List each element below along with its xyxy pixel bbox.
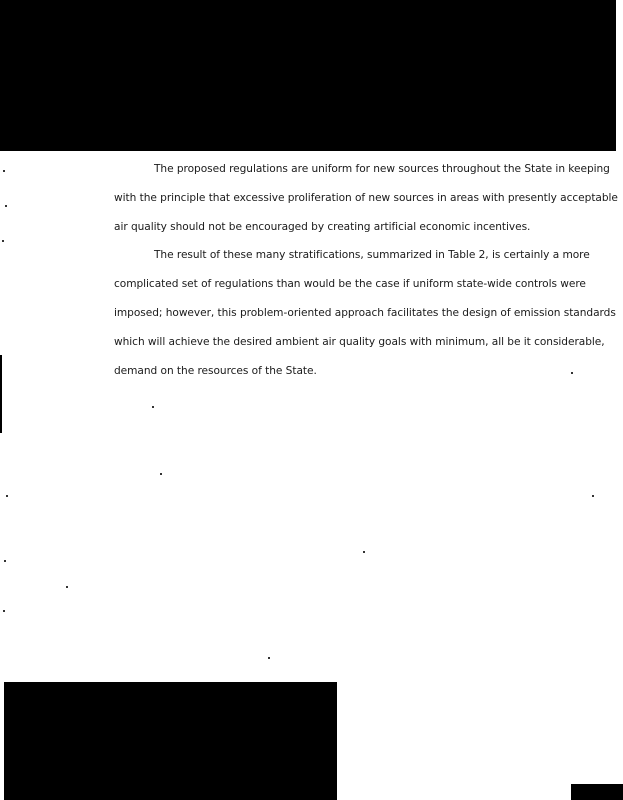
scan-speck (363, 551, 365, 553)
paragraph-line: The proposed regulations are uniform for new sources throughout the State in keeping (154, 163, 610, 175)
scan-speck (3, 170, 5, 172)
scan-speck (6, 495, 8, 497)
scan-speck (5, 205, 7, 207)
paragraph-line: which will achieve the desired ambient air quality goals with minimum, all be it considerable, (114, 335, 605, 348)
scan-speck (2, 240, 4, 242)
scan-speck (3, 610, 5, 612)
redaction-block-bottom (4, 682, 337, 800)
paragraph-2 (74, 241, 616, 385)
redaction-block-corner (571, 784, 623, 800)
scan-speck (152, 406, 154, 408)
paragraph-line: The result of these many stratifications, summarized in Table 2, is certainly a more (154, 249, 590, 262)
scan-speck (592, 495, 594, 497)
scan-speck (268, 657, 270, 659)
scan-speck (66, 586, 68, 588)
paragraph-line: complicated set of regulations than would be the case if uniform state-wide controls were (114, 278, 586, 291)
document-body (74, 155, 618, 385)
redaction-block-top (0, 0, 616, 151)
scan-speck (4, 560, 6, 562)
scan-speck (571, 372, 573, 374)
paragraph-1 (74, 155, 618, 241)
paragraph-line: with the principle that excessive proliferation of new sources in areas with presently acceptable (114, 191, 618, 204)
paragraph-line: demand on the resources of the State. (114, 364, 317, 377)
scan-speck (160, 473, 162, 475)
paragraph-line: imposed; however, this problem-oriented approach facilitates the design of emission standards (114, 306, 616, 319)
paragraph-line: air quality should not be encouraged by creating artificial economic incentives. (114, 220, 531, 233)
margin-scan-mark (0, 355, 2, 433)
